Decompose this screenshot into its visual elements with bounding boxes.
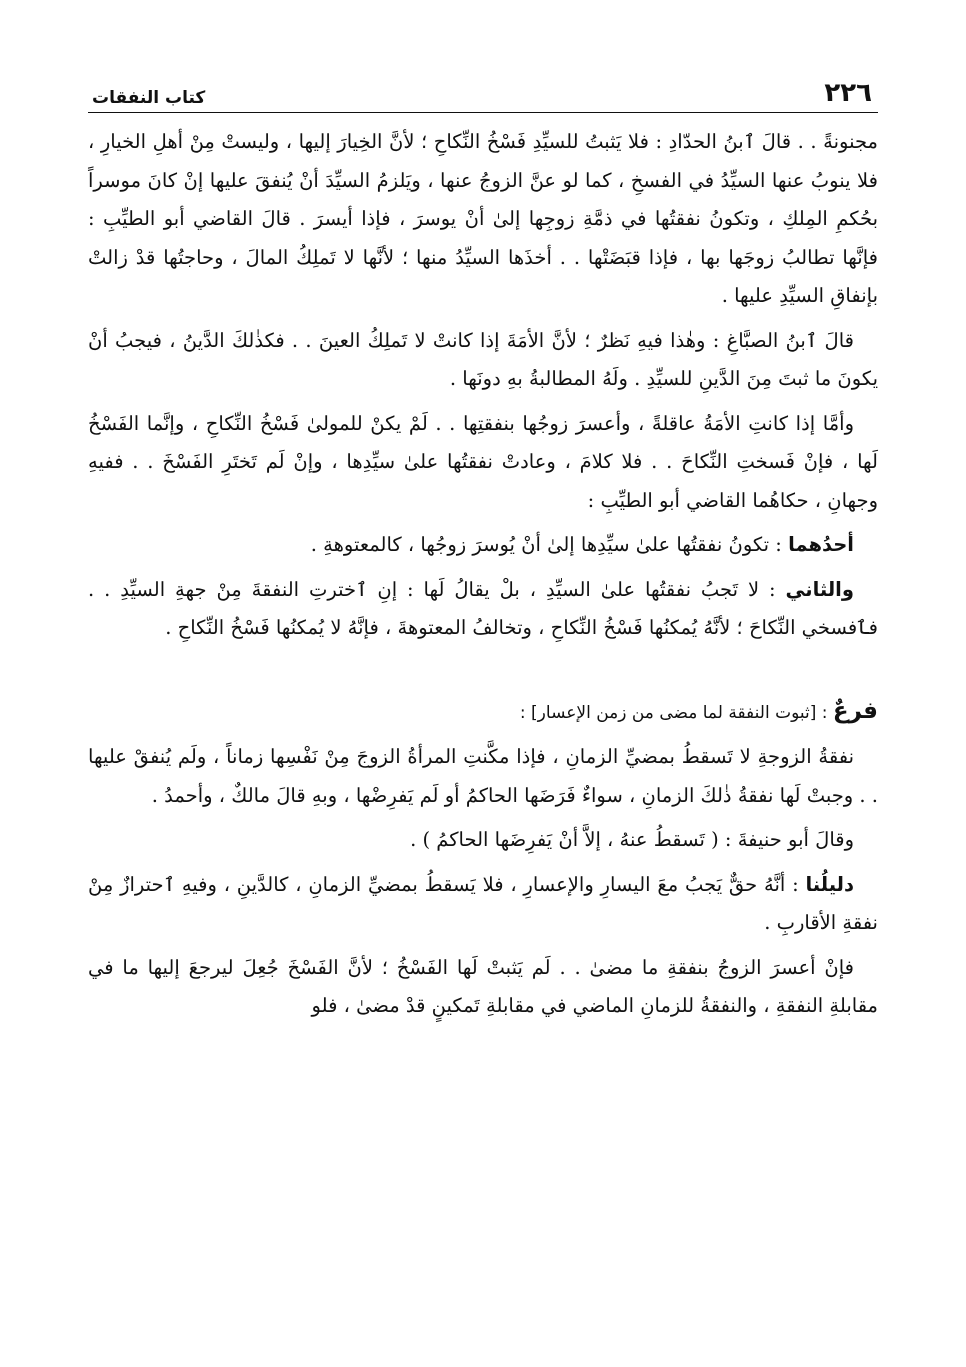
paragraph bbox=[88, 738, 878, 815]
paragraph bbox=[88, 949, 878, 1026]
paragraph-text: : لا تَجبُ نفقتُها علىٰ السيِّدِ ، بلْ يقالُ لَها : إنِ ٱخترتِ النفقةَ مِنْ جهةِ السيِّدِ . . فٱفسخي النِّكاحَ ؛ لأنَّهُ يُمكنُها فَسْخُ النِّكاحِ ، وتخالفُ المعتوهةَ ، فإنَّهُ لا يُمكنُها فَسْخُ النِّكاحِ . bbox=[88, 577, 878, 639]
paragraph-text: وأمَّا إذا كانتِ الأمَةُ عاقلةً ، وأعسرَ زوجُها بنفقتِها . . لَمْ يكنْ للمولىٰ فَسْخُ النِّكاحِ ، وإنَّما الفَسْخُ لَها ، فإنْ فَسختِ النِّكاحَ . . فلا كلامَ ، وعادتْ نفقتُها علىٰ سيِّدِها ، وإنْ لَم تَختَرِ الفَسْخَ . . ففيهِ وجهانِ ، حكاهُما القاضي أبو الطيِّبِ : bbox=[88, 411, 878, 512]
paragraph-lead-word: أحدُهما bbox=[788, 533, 854, 556]
book-page bbox=[88, 70, 878, 1360]
paragraph-text: : أنَّهُ حقٌّ يَجبُ معَ اليسارِ والإعسارِ ، فلا يَسقطُ بمضيِّ الزمانِ ، كالدَّينِ ، وفيهِ ٱحترازٌ مِنْ نفقةِ الأقاربِ . bbox=[88, 872, 878, 934]
running-header bbox=[88, 70, 878, 113]
page-number: ٢٢٦ bbox=[824, 78, 872, 108]
paragraph-text: قالَ ٱبنُ الصبَّاغِ : وهٰذا فيهِ نَظرٌ ؛ لأنَّ الأمَةَ إذا كانتْ لا تَملِكُ العينَ . . فكذٰلكَ الدَّينُ ، فيجبُ أنْ يكونَ ما ثبتَ مِنَ الدَّينِ للسيِّدِ . ولَهُ المطالبةُ بهِ دونَها . bbox=[88, 328, 878, 390]
paragraph bbox=[88, 123, 878, 316]
paragraph-text: مجنونةً . . قالَ ٱبنُ الحدّادِ : فلا يَثبتُ للسيِّدِ فَسْخُ النِّكاحِ ؛ لأنَّ الخِيارَ إليها ، وليستْ مِنْ أهلِ الخيارِ ، فلا ينوبُ عنها السيِّدُ في الفسخِ ، كما لو عنَّ الزوجُ عنها ، ويَلزمُ السيِّدَ أنْ يُنفقَ عليها إنْ كانَ موسراً بحُكمِ المِلكِ ، وتكونُ نفقتُها في ذمَّةِ زوجِها إلىٰ أنْ يوسرَ ، فإذا أيسرَ . قالَ القاضي أبو الطيِّبِ : فإنَّها تطالبُ زوجَها بها ، فإذا قبَضَتْها . . أخذَها السيِّدُ منها ؛ لأنَّها لا تَملِكُ المالَ ، وحاجتُها قدْ زالتْ بإنفاقِ السيِّدِ عليها . bbox=[88, 130, 878, 307]
paragraph-text: فإنْ أعسرَ الزوجُ بنفقةِ ما مضىٰ . . لَم يَثبتْ لَها الفَسْخُ ؛ لأنَّ الفَسْخَ جُعِلَ ليرجعَ إليها ما في مقابلةِ النفقةِ ، والنفقةُ للزمانِ الماضي في مقابلةِ تَمكينٍ قدْ مضىٰ ، فلو bbox=[88, 955, 878, 1017]
paragraph bbox=[88, 526, 878, 565]
paragraph bbox=[88, 405, 878, 521]
paragraph-lead-word: دليلُنا bbox=[805, 872, 854, 896]
paragraph-lead-word: والثاني bbox=[785, 577, 854, 601]
book-title: كتاب النفقات bbox=[92, 88, 206, 108]
section-heading-label: فرعٌ bbox=[832, 697, 878, 724]
paragraph-text: : تكونُ نفقتُها علىٰ سيِّدِها إلىٰ أنْ يُوسرَ زوجُها ، كالمعتوهةِ . bbox=[310, 533, 789, 556]
section-heading-title: : [ثبوت النفقة لما مضى من زمن الإعسار] : bbox=[519, 702, 833, 723]
paragraph-text: نفقةُ الزوجةِ لا تَسقطُ بمضيِّ الزمانِ ، فإذا مكَّنتِ المرأةُ الزوجَ مِنْ نَفْسِها زماناً ، ولَم يُنفقْ عليها . . وجبتْ لَها نفقةُ ذٰلكَ الزمانِ ، سواءٌ فَرَضَها الحاكمُ أو لَم يَفرِضْها ، وبهِ قالَ مالكٌ ، وأحمدُ . bbox=[88, 745, 878, 807]
paragraph bbox=[88, 866, 878, 943]
page-body bbox=[88, 123, 878, 1026]
section-heading bbox=[88, 692, 878, 733]
paragraph-text: وقالَ أبو حنيفةَ : ( تَسقطُ عنهُ ، إلاَّ أنْ يَفرِضَها الحاكمُ ) . bbox=[410, 828, 854, 851]
paragraph bbox=[88, 821, 878, 860]
paragraph bbox=[88, 322, 878, 399]
paragraph bbox=[88, 571, 878, 648]
